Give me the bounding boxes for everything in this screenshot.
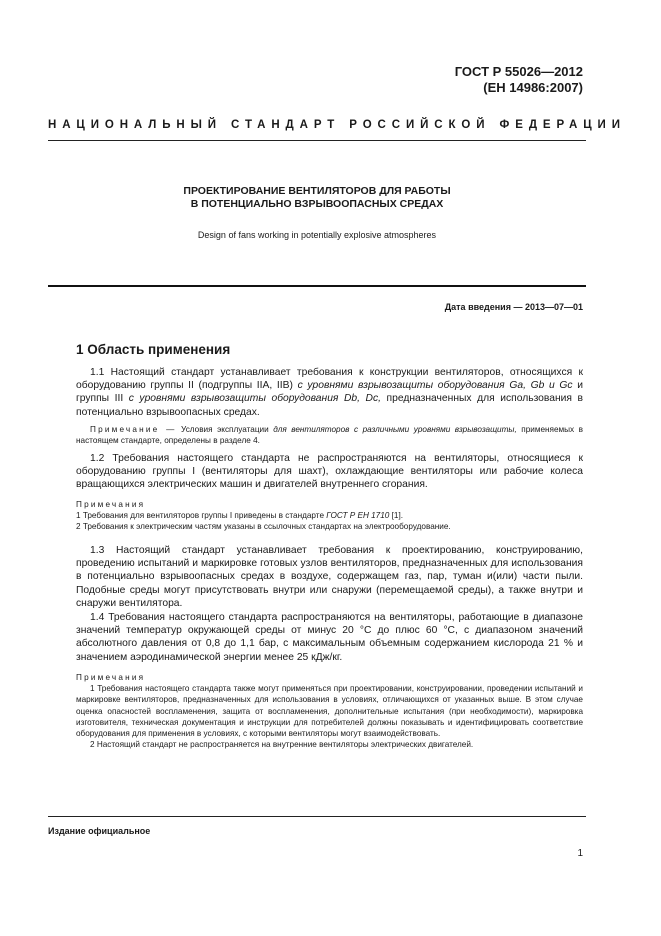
p1-text-d: с уровнями взрывозащиты оборудования Db, Dc, [128, 393, 381, 405]
official-edition-label: Издание официальное [48, 826, 151, 836]
footer-divider [48, 816, 586, 817]
notes-3-item-2: 2 Настоящий стандарт не распространяется на внутренние вентиляторы электрических двигателей. [90, 740, 474, 750]
note-1 [76, 424, 583, 446]
en-standard-number: (ЕН 14986:2007) [483, 80, 583, 95]
title-line-1: ПРОЕКТИРОВАНИЕ ВЕНТИЛЯТОРОВ ДЛЯ РАБОТЫ [183, 185, 451, 197]
national-standard-title: НАЦИОНАЛЬНЫЙ СТАНДАРТ РОССИЙСКОЙ ФЕДЕРАЦИИ [48, 119, 626, 131]
paragraph-1-2: 1.2 Требования настоящего стандарта не распространяются на вентиляторы, относящиеся к оборудованию группы I (вентиляторы для шахт), охлаждающие вентиляторы или рабочие колеса вращающихся электрических машин и двигателей внутреннего сгорания. [76, 453, 583, 491]
paragraph-1-3: 1.3 Настоящий стандарт устанавливает требования к проектированию, конструированию, проведению испытаний и маркировке готовых узлов вентиляторов, предназначенных для использования в потенциально взрывоопасных средах в воздухе, содержащем газ, пар, туман и(или) части пыли. Подобные среды могут присутствовать внутри или снаружи (перемещаемой среды), а также внутри и снаружи вентилятора. [76, 545, 583, 609]
paragraph-1-4: 1.4 Требования настоящего стандарта распространяются на вентиляторы, работающие в диапазоне значений температур окружающей среды от минус 20 °С до плюс 60 °С, с диапазоном значений абсолютного давления от 0,8 до 1,1 бар, с максимальным объемным содержанием кислорода 21 % и значением аэродинамической энергии менее 25 кДж/кг. [76, 612, 583, 663]
effective-date: Дата введения — 2013—07—01 [444, 302, 583, 312]
note-1-text-c: применяемых в настоящем стандарте, определены в разделе 4. [76, 425, 583, 446]
title-line-2: В ПОТЕНЦИАЛЬНО ВЗРЫВООПАСНЫХ СРЕДАХ [190, 198, 444, 210]
notes-2-label: Примечания [76, 500, 146, 509]
section-heading: 1 Область применения [76, 342, 231, 357]
note-1-text-b: для вентиляторов с различными уровнями взрывозащиты, [273, 425, 517, 434]
p1-text-e: предназначенных для использования в потенциально взрывоопасных средах. [76, 393, 584, 418]
standard-number: ГОСТ Р 55026—2012 [454, 64, 583, 79]
standard-number-block [455, 64, 583, 96]
note-1-text-a: Условия эксплуатации [176, 425, 274, 434]
notes-3-label: Примечания [76, 673, 146, 682]
p1-text-c: и группы III [76, 380, 583, 405]
notes-2 [76, 499, 583, 533]
english-title: Design of fans working in potentially explosive atmospheres [197, 230, 437, 240]
notes-2-item-1-c: [1]. [389, 511, 404, 521]
notes-2-item-1 [76, 510, 583, 521]
paragraph-1-1 [76, 366, 583, 419]
notes-2-item-1-b: ГОСТ Р ЕН 1710 [326, 511, 390, 521]
document-title [48, 185, 586, 211]
header-divider [48, 140, 586, 141]
title-divider [48, 285, 586, 287]
page-number: 1 [577, 848, 583, 859]
notes-2-item-2: 2 Требования к электрическим частям указаны в ссылочных стандартах на электрооборудование. [76, 522, 451, 532]
p1-text-b: с уровнями взрывозащиты оборудования Ga, Gb и Gc [297, 380, 573, 392]
notes-3-item-1: 1 Требования настоящего стандарта также могут применяться при проектировании, конструировании, проведении испытаний и маркировке вентиляторов, предназначенных для использования в условиях, отличающихся от указанных выше. В этом случае оценка опасностей воспламенения, защита от воспламенения, дополнительные испытания (при необходимости), маркировка изготовителя, техническая документация и инструкции для потребителей должны показывать и идентифицировать соответствие оборудования для применения в условиях, с которыми вентиляторы могут взаимодействовать. [76, 684, 583, 739]
notes-2-item-1-a: 1 Требования для вентиляторов группы I приведены в стандарте [76, 511, 327, 521]
notes-3 [76, 672, 583, 750]
note-label: Примечание — [90, 425, 177, 434]
p1-text-a: 1.1 Настоящий стандарт устанавливает требования к конструкции вентиляторов, относящихся к оборудованию группы II (подгруппы IIA, IIB) [76, 367, 583, 392]
